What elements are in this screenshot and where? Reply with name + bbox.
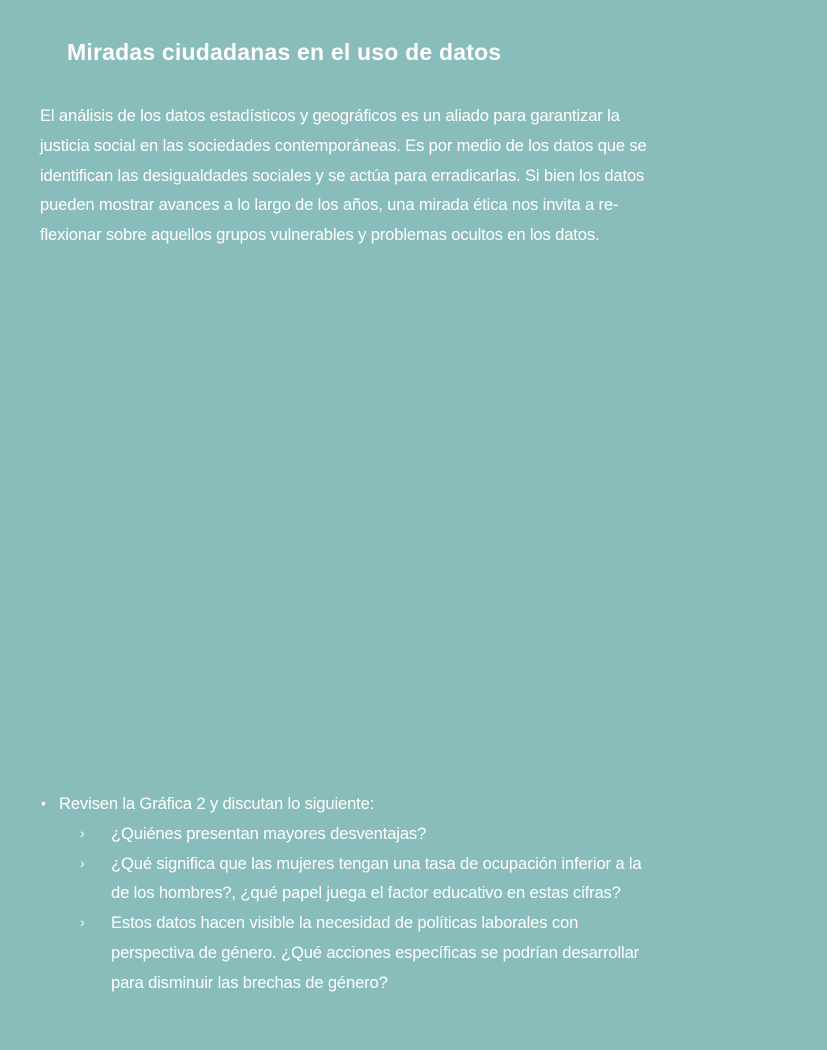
intro-line: pueden mostrar avances a lo largo de los años, una mirada ética nos invita a re- [40,195,619,215]
question-line: Estos datos hacen visible la necesidad de políticas laborales con [111,913,579,933]
intro-line: flexionar sobre aquellos grupos vulnerables y problemas ocultos en los datos. [40,225,600,245]
question-item [59,819,800,849]
question-item [59,908,800,997]
question-line: de los hombres?, ¿qué papel juega el factor educativo en estas cifras? [111,883,621,903]
intro-line: justicia social en las sociedades contemporáneas. Es por medio de los datos que se [40,135,647,155]
chevron-right-icon: › [80,914,85,931]
question-line: para disminuir las brechas de género? [111,972,388,992]
activity-item [40,789,800,819]
chevron-right-icon: › [80,854,85,871]
intro-line: identifican las desigualdades sociales y se actúa para erradicarlas. Si bien los datos [40,165,645,185]
question-list [40,819,800,998]
empty-figure-area [0,262,827,772]
question-line: ¿Qué significa que las mujeres tengan una tasa de ocupación inferior a la [111,853,642,873]
intro-line: El análisis de los datos estadísticos y geográficos es un aliado para garantizar la [40,106,620,125]
intro-paragraph [40,101,780,250]
question-list-container [40,819,800,998]
chevron-right-icon: › [80,824,85,841]
activity-instruction: Revisen la Gráfica 2 y discutan lo siguiente: [59,794,375,813]
question-line: perspectiva de género. ¿Qué acciones específicas se podrían desarrollar [111,942,640,962]
question-line: ¿Quiénes presentan mayores desventajas? [111,823,427,843]
bullet-icon: • [41,795,46,811]
page-title: Miradas ciudadanas en el uso de datos [67,39,502,65]
activity-list [40,789,800,998]
question-item [59,849,800,909]
